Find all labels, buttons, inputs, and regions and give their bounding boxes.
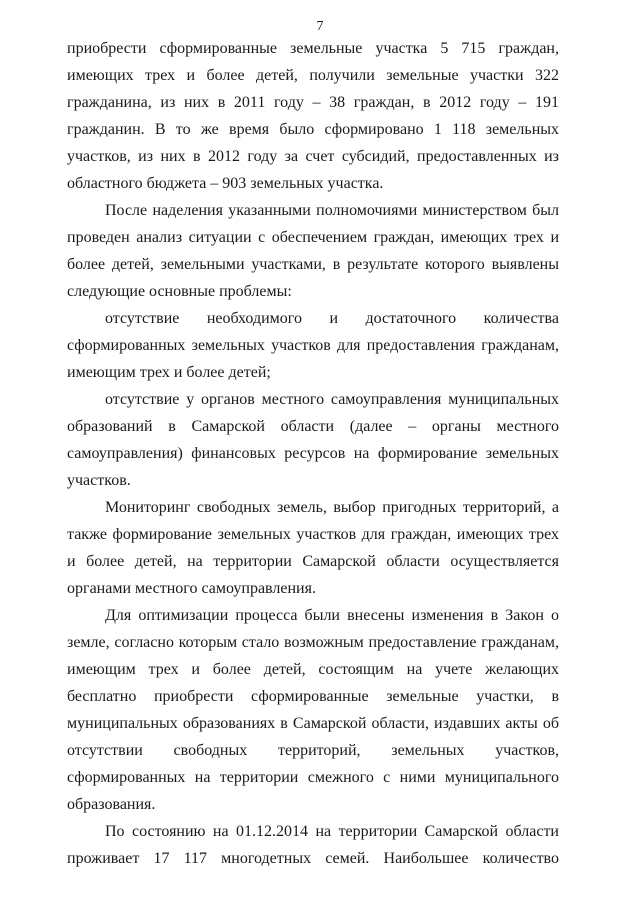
paragraph-problem-2: отсутствие у органов местного самоуправления муниципальных образований в Самарской области (далее – органы местного самоуправления) финансовых ресурсов на формирование земельных участков. bbox=[67, 391, 559, 489]
paragraph-problem-1: отсутствие необходимого и достаточного количества сформированных земельных участков для предоставления гражданам, имеющим трех и более детей; bbox=[67, 310, 559, 381]
paragraph-monitoring: Мониторинг свободных земель, выбор пригодных территорий, а также формирование земельных участков для граждан, имеющих трех и более детей, на территории Самарской области осуществляется органами местного самоуправления. bbox=[67, 499, 559, 597]
paragraph-analysis: После наделения указанными полномочиями министерством был проведен анализ ситуации с обеспечением граждан, имеющих трех и более детей, земельными участками, в результате которого выявлены следующие основные проблемы: bbox=[67, 202, 559, 300]
paragraph-continuation: приобрести сформированные земельные участка 5 715 граждан, имеющих трех и более детей, получили земельные участки 322 гражданина, из них в 2011 году – 38 граждан, в 2012 году – 191 гражданин. В то же время было сформировано 1 118 земельных участков, из них в 2012 году за счет субсидий, предоставленных из областного бюджета – 903 земельных участка. bbox=[67, 40, 559, 192]
document-body bbox=[67, 35, 559, 872]
paragraph-law-changes: Для оптимизации процесса были внесены изменения в Закон о земле, согласно которым стало возможным предоставление гражданам, имеющим трех и более детей, состоящим на учете желающих бесплатно приобрести сформированные земельные участки, в муниципальных образованиях в Самарской области, издавших акты об отсутствии свободных территорий, земельных участков, сформированных на территории смежного с ними муниципального образования. bbox=[67, 607, 559, 813]
paragraph-statistics: По состоянию на 01.12.2014 на территории Самарской области проживает 17 117 многодетных семей. Наибольшее количество bbox=[67, 823, 559, 867]
page-number: 7 bbox=[316, 19, 324, 34]
